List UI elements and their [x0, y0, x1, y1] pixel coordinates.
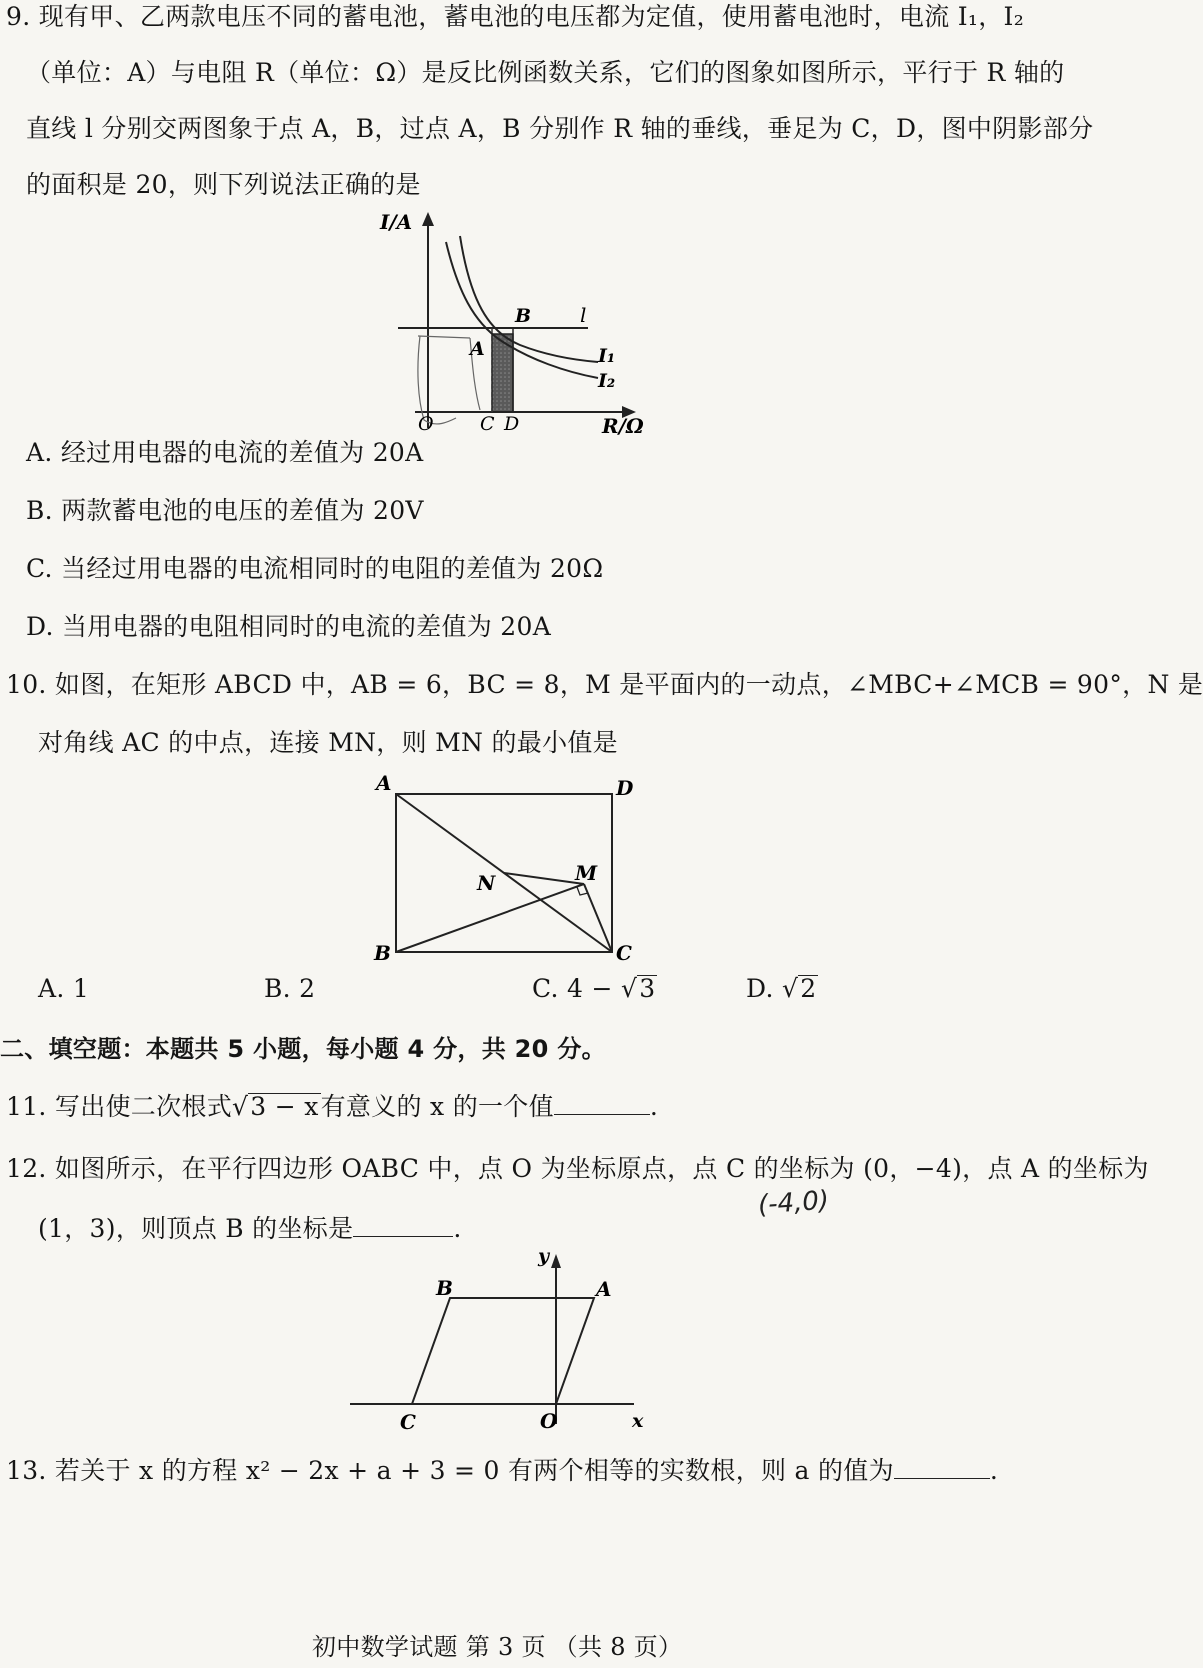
q11-line: 11. 写出使二次根式√3 − x有意义的 x 的一个值 . — [6, 1092, 659, 1121]
q9-line-3: 直线 l 分别交两图象于点 A，B，过点 A，B 分别作 R 轴的垂线，垂足为 C，D，图中阴影部分 — [26, 114, 1094, 143]
q10-option-c: C. 4 − √3 — [532, 974, 656, 1003]
q12-label-a: A — [596, 1277, 612, 1301]
q9-origin-label: O — [418, 413, 434, 435]
section-2-title: 二、填空题：本题共 5 小题，每小题 4 分，共 20 分。 — [0, 1035, 606, 1063]
q9-option-a: A. 经过用电器的电流的差值为 20A — [26, 438, 424, 467]
page-footer: 初中数学试题 第 3 页 （共 8 页） — [312, 1633, 683, 1661]
q9-point-c-label: C — [480, 413, 495, 435]
q12-parallelogram-oabc — [412, 1298, 594, 1404]
q9-line-4: 的面积是 20，则下列说法正确的是 — [26, 170, 421, 199]
q9-point-b-label: B — [515, 305, 532, 327]
q10-label-a: A — [376, 771, 392, 795]
q12-label-b: B — [436, 1276, 453, 1300]
q12-x-label: x — [632, 1410, 644, 1432]
q10-line-1: 10. 如图，在矩形 ABCD 中，AB = 6，BC = 8，M 是平面内的一动点，∠MBC+∠MCB = 90°，N 是 — [6, 670, 1203, 699]
q12-y-axis-arrow — [551, 1254, 561, 1268]
q12-line-1: 12. 如图所示，在平行四边形 OABC 中，点 O 为坐标原点，点 C 的坐标为 (0，−4)，点 A 的坐标为 — [6, 1154, 1149, 1183]
q12-label-o: O — [540, 1409, 558, 1433]
q9-curve-i1-label: I₁ — [598, 345, 616, 367]
q13-answer-blank[interactable] — [894, 1454, 990, 1479]
q9-line-2: （单位：A）与电阻 R（单位：Ω）是反比例函数关系，它们的图象如图所示，平行于 R 轴的 — [26, 58, 1065, 87]
q10-option-d-radicand: 2 — [800, 974, 817, 1003]
q9-option-d: D. 当用电器的电阻相同时的电流的差值为 20A — [26, 612, 552, 641]
q9-curve-i2-label: I₂ — [598, 370, 616, 392]
q9-option-c: C. 当经过用电器的电流相同时的电阻的差值为 20Ω — [26, 554, 604, 583]
q10-label-b: B — [374, 941, 391, 965]
q9-line-l-label: l — [580, 303, 587, 327]
q10-option-d: D. √2 — [746, 974, 817, 1003]
q12-handwritten-note: (-4,0) — [757, 1185, 830, 1221]
q12-label-c: C — [400, 1410, 416, 1434]
q10-option-a: A. 1 — [38, 974, 90, 1003]
q9-x-axis-label: R/Ω — [602, 414, 644, 438]
q9-option-b: B. 两款蓄电池的电压的差值为 20V — [26, 496, 424, 525]
q12-line-2: (1，3)，则顶点 B 的坐标是 . — [38, 1214, 462, 1243]
q13-line: 13. 若关于 x 的方程 x² − 2x + a + 3 = 0 有两个相等的实数根，则 a 的值为 . — [6, 1456, 999, 1485]
q10-option-b: B. 2 — [264, 974, 316, 1003]
q10-label-d: D — [616, 776, 634, 800]
q10-label-m: M — [575, 861, 598, 885]
q10-label-n: N — [477, 871, 496, 895]
q10-option-c-radicand: 3 — [639, 974, 656, 1003]
q12-y-label: y — [538, 1245, 550, 1267]
q10-label-c: C — [616, 941, 632, 965]
q9-point-d-label: D — [504, 413, 520, 435]
q9-y-axis-label: I/A — [380, 210, 413, 234]
q10-line-2: 对角线 AC 的中点，连接 MN，则 MN 的最小值是 — [38, 728, 618, 757]
q9-line-1: 9. 现有甲、乙两款电压不同的蓄电池，蓄电池的电压都为定值，使用蓄电池时，电流 I₁，I₂ — [6, 2, 1025, 31]
q9-point-a-label: A — [470, 338, 485, 360]
q11-radicand: 3 − x — [250, 1092, 319, 1121]
